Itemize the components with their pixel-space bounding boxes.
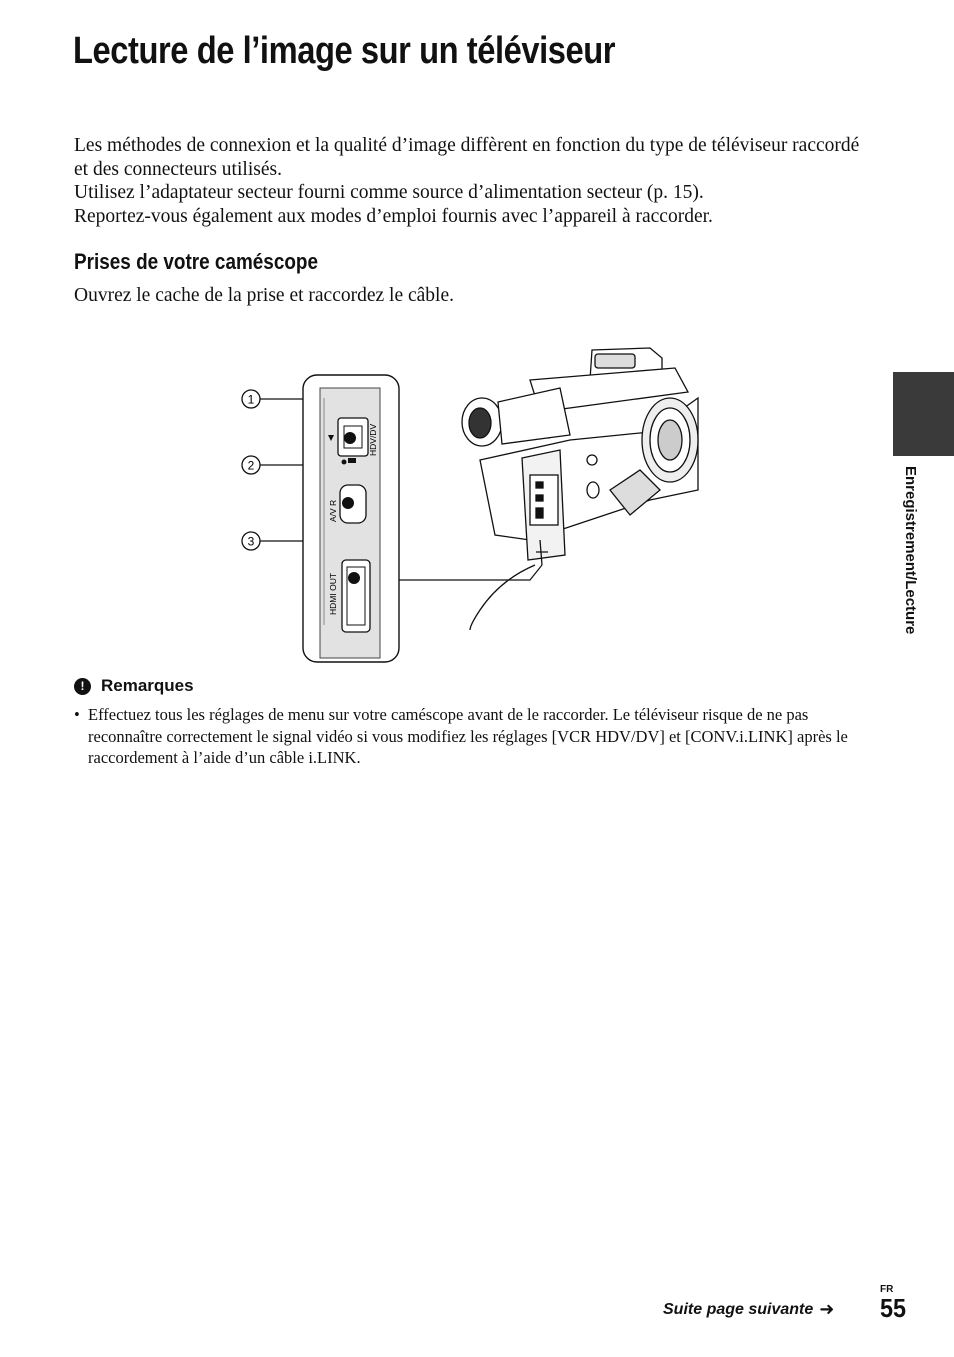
section-text: Ouvrez le cache de la prise et raccordez le câble.: [74, 285, 455, 306]
intro-paragraph: Utilisez l’adaptateur secteur fourni comme source d’alimentation secteur (p. 15).: [74, 182, 704, 204]
notes-heading-label: Remarques: [101, 676, 194, 695]
section-heading: Prises de votre caméscope: [74, 249, 318, 274]
notes-list: [74, 704, 874, 769]
svg-text:3: 3: [247, 534, 255, 549]
intro-paragraph: Reportez-vous également aux modes d’emploi fournis avec l’appareil à raccorder.: [74, 206, 713, 228]
jack-panel: [303, 375, 399, 662]
intro-paragraph: Les méthodes de connexion et la qualité d’image diffèrent en fonction du type de téléviseur raccordé et des connecteurs utilisés.: [74, 135, 860, 180]
port-label-hdmi-out: HDMI OUT: [328, 572, 338, 615]
camera-mark-icon: [348, 458, 356, 463]
warning-icon: !: [74, 678, 91, 695]
notes-heading: [74, 676, 194, 696]
continue-next-page: [663, 1299, 834, 1320]
jack-diagram: [230, 340, 710, 670]
sidebar-section-label: Enregistrement/Lecture: [902, 466, 919, 635]
page-language: FR: [880, 1284, 894, 1295]
svg-text:2: 2: [247, 458, 255, 473]
page-title: Lecture de l’image sur un téléviseur: [73, 30, 616, 72]
camcorder-jacks-figure: [230, 340, 710, 670]
list-item: • Effectuez tous les réglages de menu sur votre caméscope avant de le raccorder. Le téléviseur risque de ne pas reconnaître correctement le signal vidéo si vous modifiez les réglages [VCR HDV/DV] et [CONV.i.LINK] après le raccordement à l’aide d’un câble i.LINK.: [74, 704, 874, 769]
section-tab: [893, 372, 954, 456]
svg-text:1: 1: [247, 392, 255, 407]
intro-text: [74, 134, 874, 229]
port-label-av-r: A/V R: [328, 499, 338, 522]
port-label-hdv-dv: HDV/DV: [368, 423, 378, 456]
page-number: 55: [880, 1293, 907, 1323]
continue-label: Suite page suivante: [663, 1300, 814, 1318]
arrow-right-icon: ➜: [819, 1299, 835, 1319]
camcorder-illustration: [462, 348, 698, 630]
